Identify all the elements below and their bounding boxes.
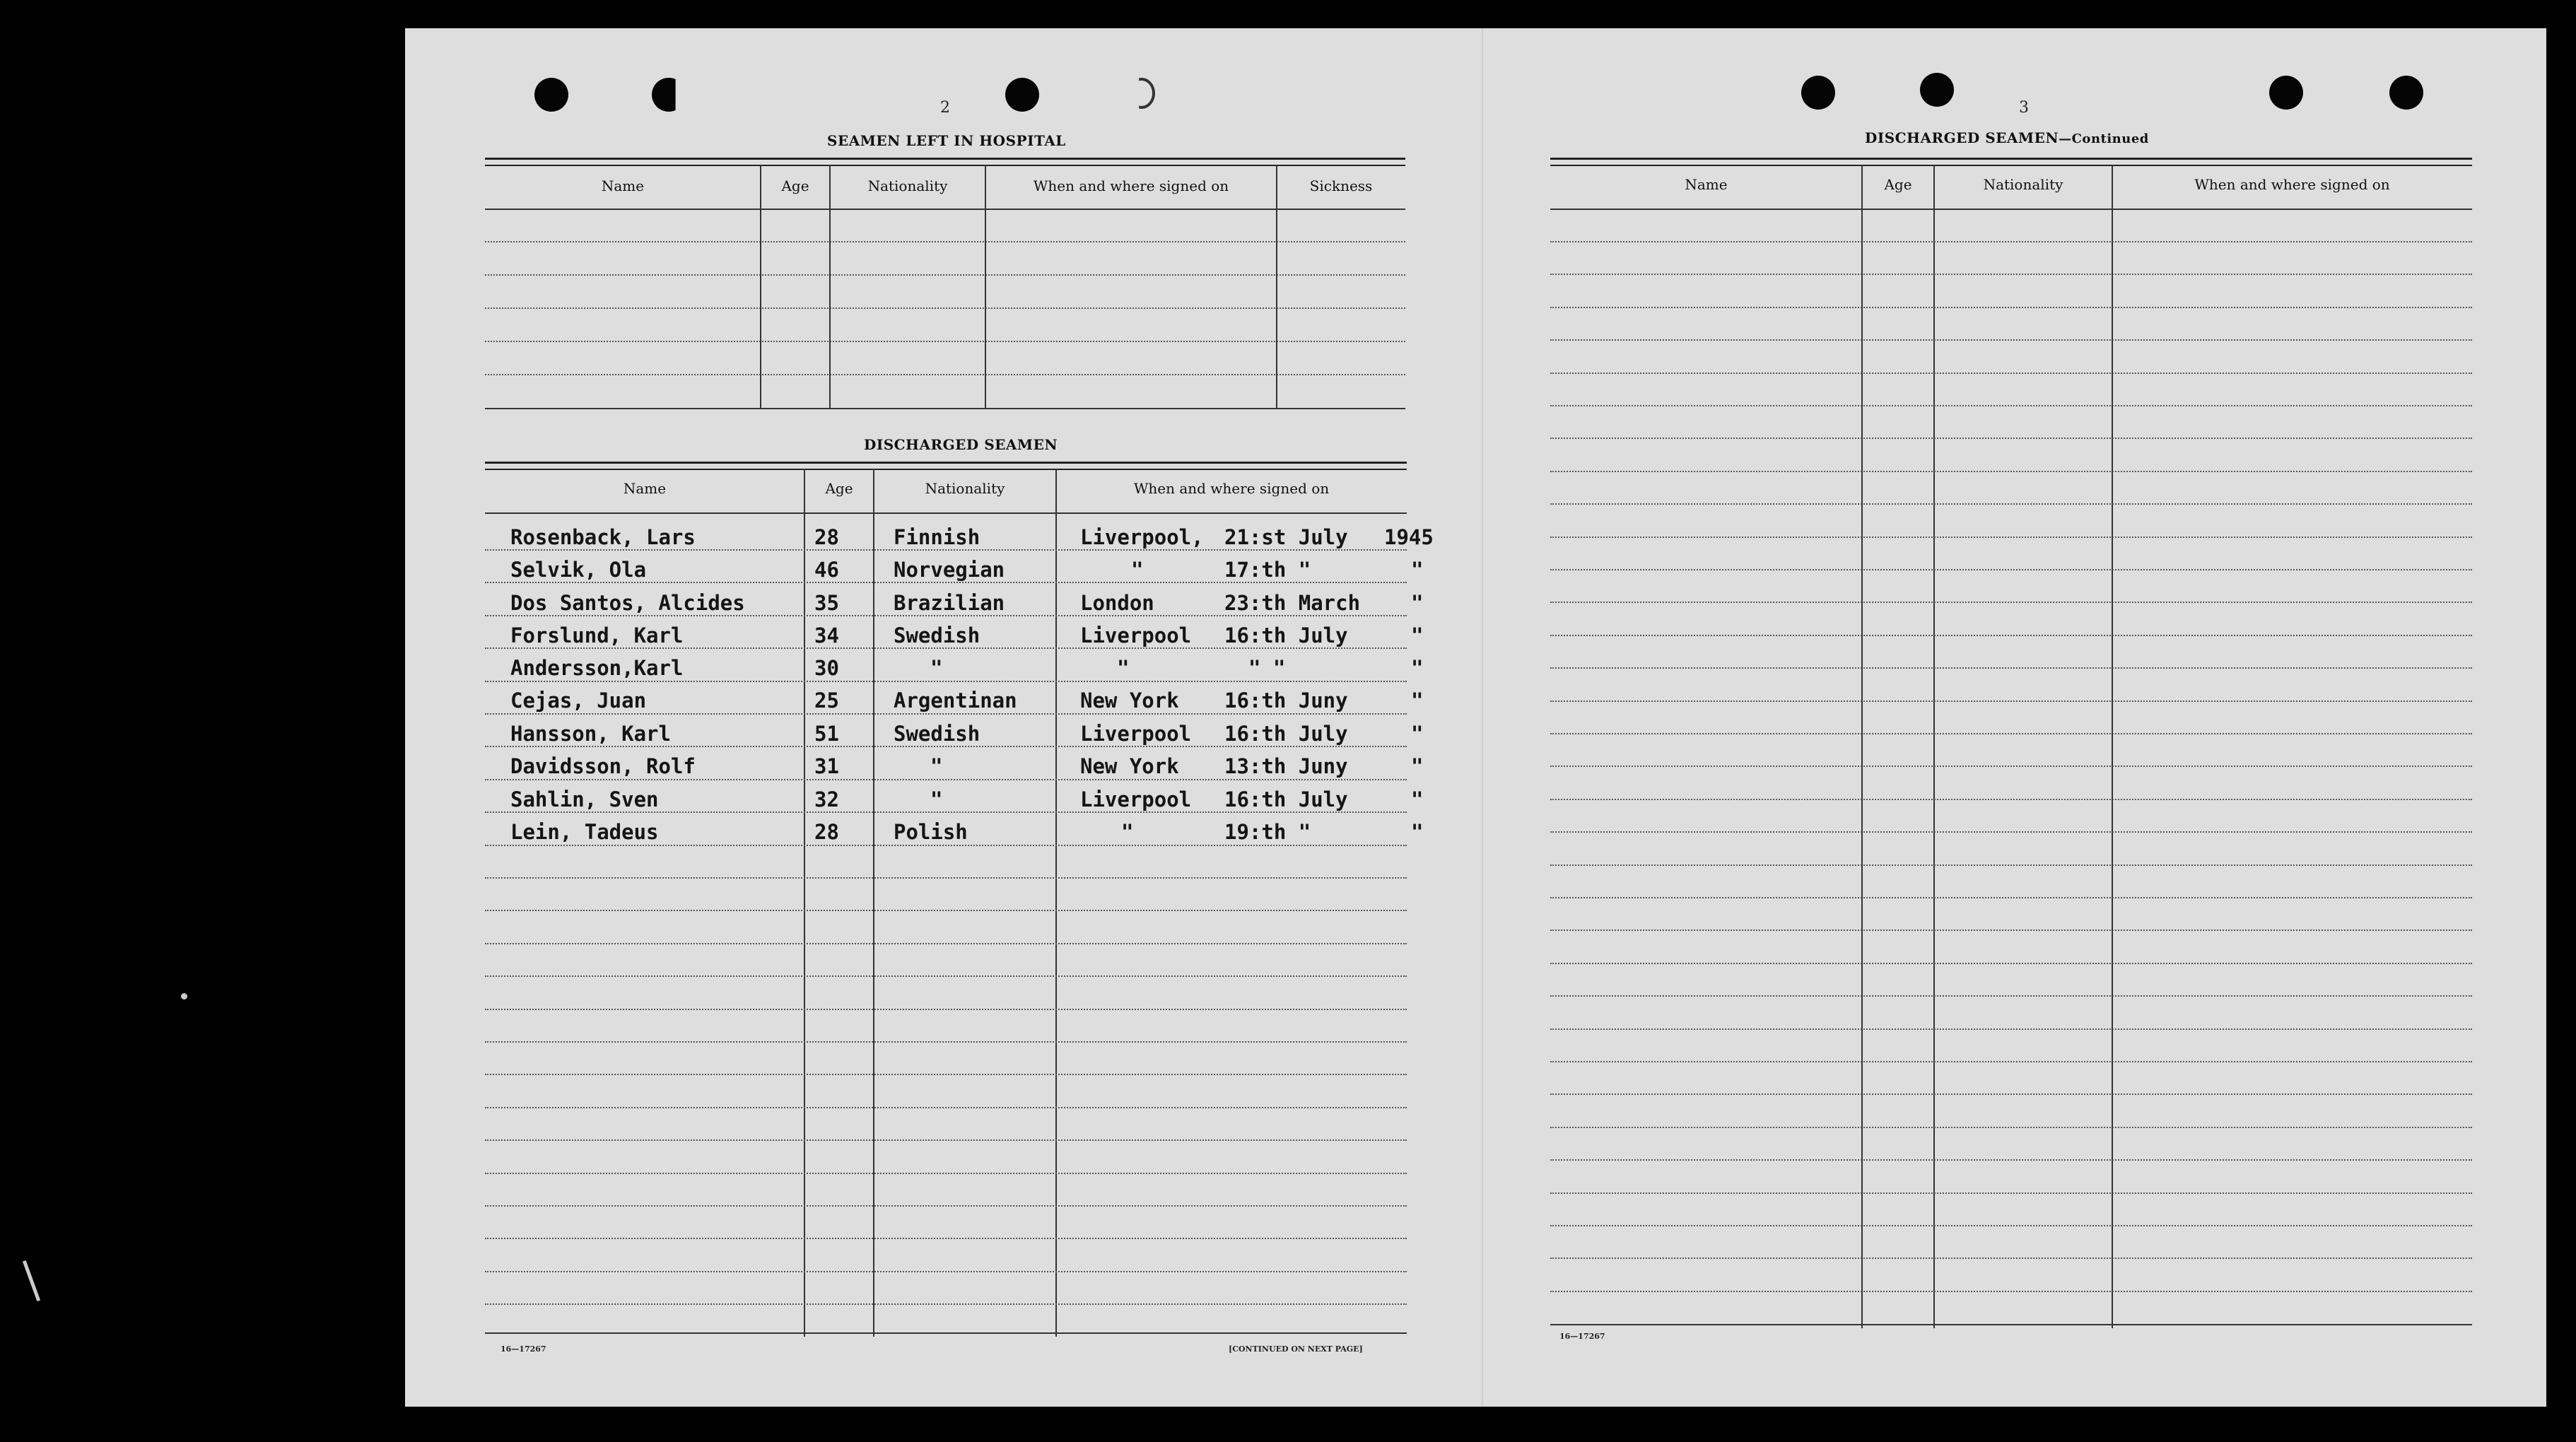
seaman-age: 30: [814, 656, 839, 680]
column-header-age: Age: [825, 480, 853, 497]
page-number: 3: [2019, 99, 2029, 117]
row-line: [485, 341, 1405, 342]
row-line: [485, 975, 1407, 977]
form-number: 16—17267: [1559, 1332, 1605, 1341]
seaman-age: 35: [814, 591, 839, 615]
signed-on-year: ": [1411, 688, 1424, 713]
signed-on-date: 19:th ": [1224, 820, 1311, 844]
row-line: [485, 374, 1405, 375]
signed-on-date: 17:th ": [1224, 558, 1311, 582]
row-line: [1550, 339, 2472, 341]
seaman-age: 28: [814, 820, 839, 844]
seaman-age: 28: [814, 525, 839, 549]
column-header-nationality: Nationality: [925, 480, 1005, 497]
row-line: [485, 582, 1407, 583]
scan-speck: [23, 1260, 40, 1301]
signed-on-year: ": [1411, 722, 1424, 746]
hospital-section-title: SEAMEN LEFT IN HOSPITAL: [827, 132, 1066, 149]
column-header-signed-on: When and where signed on: [1133, 480, 1330, 497]
punch-hole: [1801, 76, 1835, 110]
row-line: [485, 1074, 1407, 1075]
continued-note: [CONTINUED ON NEXT PAGE]: [1229, 1344, 1363, 1354]
signed-on-year: ": [1411, 754, 1424, 778]
row-line: [485, 1139, 1407, 1141]
seaman-name: Cejas, Juan: [510, 688, 647, 713]
seaman-nationality: ": [930, 787, 943, 811]
row-line: [1550, 1225, 2472, 1226]
row-line: [1550, 995, 2472, 997]
row-line: [485, 845, 1407, 846]
row-line: [1550, 635, 2472, 636]
row-line: [1550, 438, 2472, 439]
row-line: [1550, 1192, 2472, 1194]
row-line: [1550, 1028, 2472, 1030]
seaman-nationality: Argentinan: [894, 688, 1017, 713]
header-rule: [485, 209, 1405, 210]
signed-on-date: 21:st July: [1224, 525, 1348, 549]
discharged-continued-table: [1550, 158, 2472, 1328]
seaman-nationality: Norvegian: [894, 558, 1005, 582]
hospital-table: [485, 158, 1405, 412]
row-line: [1550, 307, 2472, 308]
column-divider: [760, 165, 761, 409]
row-line: [1550, 241, 2472, 242]
row-line: [485, 615, 1407, 616]
row-line: [485, 1041, 1407, 1043]
row-line: [485, 274, 1405, 276]
row-line: [1550, 1291, 2472, 1292]
seaman-name: Rosenback, Lars: [510, 525, 696, 549]
column-header-signed-on: When and where signed on: [1033, 177, 1229, 194]
row-line: [1550, 503, 2472, 505]
row-line: [1550, 274, 2472, 275]
row-line: [485, 877, 1407, 879]
signed-on-year: ": [1411, 656, 1424, 680]
section-title-text: DISCHARGED SEAMEN: [1865, 129, 2059, 146]
discharged-table: [485, 462, 1434, 1338]
signed-on-year: ": [1411, 558, 1424, 582]
signed-on-place: ": [1121, 820, 1134, 844]
seaman-age: 25: [814, 688, 839, 713]
signed-on-date: 23:th March: [1224, 591, 1361, 615]
column-header-name: Name: [1685, 176, 1728, 193]
row-line: [1550, 963, 2472, 964]
row-line: [485, 713, 1407, 715]
column-header-nationality: Nationality: [1983, 176, 2063, 193]
header-rule: [485, 512, 1407, 514]
discharged-section-title: DISCHARGED SEAMEN: [864, 436, 1058, 453]
seaman-age: 34: [814, 623, 839, 647]
seaman-nationality: Swedish: [894, 722, 980, 746]
seaman-name: Andersson,Karl: [510, 656, 684, 680]
page-number: 2: [940, 99, 950, 117]
row-line: [1550, 602, 2472, 603]
column-header-nationality: Nationality: [867, 177, 948, 194]
table-top-rule: [485, 462, 1407, 470]
row-line: [1550, 799, 2472, 800]
seaman-name: Selvik, Ola: [510, 558, 647, 582]
seaman-age: 51: [814, 722, 839, 746]
row-line: [485, 811, 1407, 813]
row-line: [485, 1107, 1407, 1108]
signed-on-place: Liverpool: [1080, 722, 1192, 746]
seaman-nationality: Swedish: [894, 623, 980, 647]
signed-on-year: ": [1411, 591, 1424, 615]
column-header-sickness: Sickness: [1309, 177, 1373, 194]
signed-on-place: ": [1117, 656, 1130, 680]
signed-on-place: ": [1131, 558, 1144, 582]
signed-on-date: 13:th Juny: [1224, 754, 1348, 778]
row-line: [1550, 831, 2472, 833]
signed-on-place: New York: [1080, 688, 1179, 713]
row-line: [485, 681, 1407, 682]
column-divider: [985, 165, 986, 409]
punch-hole: [1920, 73, 1954, 107]
row-line: [485, 408, 1405, 409]
row-line: [485, 1173, 1407, 1174]
section-title-suffix: —Continued: [2059, 131, 2149, 146]
seaman-name: Lein, Tadeus: [510, 820, 659, 844]
seaman-name: Dos Santos, Alcides: [510, 591, 745, 615]
signed-on-date: 16:th July: [1224, 623, 1348, 647]
row-line: [1550, 1094, 2472, 1095]
row-line: [1550, 471, 2472, 472]
column-divider: [829, 165, 831, 409]
table-top-rule: [1550, 158, 2472, 166]
signed-on-place: London: [1080, 591, 1154, 615]
row-line: [1550, 701, 2472, 702]
table-top-rule: [485, 158, 1405, 166]
header-rule: [1550, 209, 2472, 210]
discharged-continued-title: [1865, 129, 2149, 146]
row-line: [485, 241, 1405, 242]
row-line: [485, 943, 1407, 944]
column-divider: [1276, 165, 1277, 409]
seaman-name: Forslund, Karl: [510, 623, 684, 647]
signed-on-place: Liverpool: [1080, 787, 1192, 811]
seaman-nationality: ": [930, 656, 943, 680]
seaman-nationality: Brazilian: [894, 591, 1005, 615]
punch-hole: [534, 78, 568, 112]
signed-on-date: 16:th July: [1224, 722, 1348, 746]
row-line: [485, 307, 1405, 309]
row-line: [485, 1303, 1407, 1305]
column-header-signed-on: When and where signed on: [2194, 176, 2390, 193]
signed-on-year: 1945: [1384, 525, 1434, 549]
punch-hole: [2269, 76, 2303, 110]
row-line: [1550, 569, 2472, 570]
table-bottom-rule: [485, 1332, 1407, 1334]
seaman-name: Davidsson, Rolf: [510, 754, 696, 778]
signed-on-year: ": [1411, 623, 1424, 647]
row-line: [1550, 766, 2472, 767]
column-header-age: Age: [781, 177, 809, 194]
punch-hole: [2389, 76, 2423, 110]
row-line: [485, 1009, 1407, 1010]
signed-on-date: 16:th Juny: [1224, 688, 1348, 713]
seaman-name: Sahlin, Sven: [510, 787, 659, 811]
row-line: [485, 1205, 1407, 1207]
signed-on-date: " ": [1248, 656, 1286, 680]
signed-on-year: ": [1411, 787, 1424, 811]
page-fold: [1482, 28, 1483, 1407]
seaman-name: Hansson, Karl: [510, 722, 671, 746]
scan-speck: [181, 993, 187, 1000]
row-line: [1550, 1127, 2472, 1128]
row-line: [1550, 864, 2472, 866]
table-bottom-rule: [1550, 1324, 2472, 1325]
row-line: [1550, 897, 2472, 898]
row-line: [485, 1271, 1407, 1272]
signed-on-place: New York: [1080, 754, 1179, 778]
row-line: [1550, 1258, 2472, 1259]
column-header-age: Age: [1884, 176, 1912, 193]
seaman-age: 32: [814, 787, 839, 811]
row-line: [1550, 373, 2472, 374]
column-header-name: Name: [601, 177, 645, 194]
signed-on-date: 16:th July: [1224, 787, 1348, 811]
signed-on-year: ": [1411, 820, 1424, 844]
seaman-nationality: Polish: [894, 820, 968, 844]
row-line: [485, 549, 1407, 551]
column-header-name: Name: [623, 480, 667, 497]
seaman-nationality: ": [930, 754, 943, 778]
punch-hole: [1005, 78, 1039, 112]
row-line: [485, 779, 1407, 780]
seaman-nationality: Finnish: [894, 525, 980, 549]
row-line: [485, 1238, 1407, 1239]
row-line: [1550, 405, 2472, 406]
row-line: [1550, 930, 2472, 931]
row-line: [485, 910, 1407, 911]
row-line: [1550, 667, 2472, 669]
row-line: [1550, 733, 2472, 734]
row-line: [1550, 1061, 2472, 1062]
form-number: 16—17267: [500, 1344, 546, 1354]
row-line: [485, 746, 1407, 747]
row-line: [1550, 537, 2472, 538]
seaman-age: 46: [814, 558, 839, 582]
row-line: [485, 647, 1407, 649]
signed-on-place: Liverpool,: [1080, 525, 1204, 549]
seaman-age: 31: [814, 754, 839, 778]
row-line: [1550, 1159, 2472, 1161]
signed-on-place: Liverpool: [1080, 623, 1192, 647]
